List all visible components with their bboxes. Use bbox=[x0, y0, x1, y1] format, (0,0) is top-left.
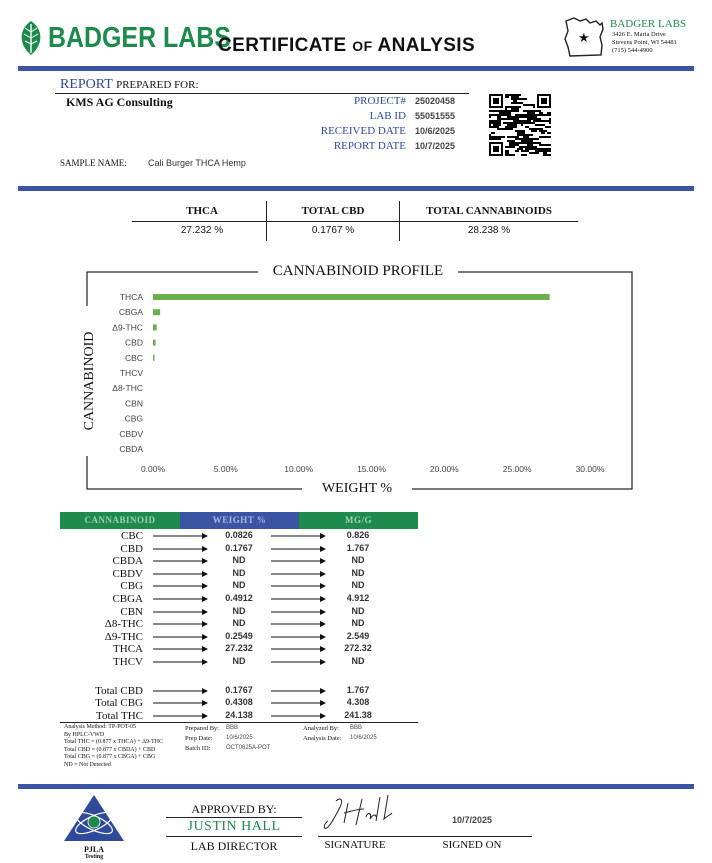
cannabinoid-name: Total CBG bbox=[95, 697, 143, 710]
arrow-icon bbox=[271, 582, 327, 590]
title-of: OF bbox=[352, 38, 373, 54]
cannabinoid-name: Total CBD bbox=[95, 684, 143, 697]
chart-category-label: THCV bbox=[119, 368, 143, 378]
arrow-icon bbox=[153, 545, 209, 553]
address-phone: (715) 544-4900 bbox=[612, 47, 653, 54]
weight-percent-value: ND bbox=[232, 555, 246, 566]
sample-name-value: Cali Burger THCA Hemp bbox=[148, 158, 246, 168]
weight-percent-value: ND bbox=[232, 605, 246, 616]
chart-category-label: CBN bbox=[125, 398, 143, 409]
document-title bbox=[218, 35, 475, 57]
weight-percent-value: 0.1767 bbox=[225, 684, 253, 695]
mg-per-g-value: 272.32 bbox=[344, 643, 372, 654]
chart-frame bbox=[87, 272, 632, 489]
chart-category-label: CBDV bbox=[119, 428, 143, 439]
arrow-icon bbox=[271, 532, 327, 540]
chart-x-tick-label: 20.00% bbox=[429, 464, 459, 474]
arrow-icon bbox=[153, 699, 209, 707]
report-date-label: REPORT DATE bbox=[333, 140, 406, 152]
weight-percent-value: 27.232 bbox=[225, 643, 253, 654]
cannabinoid-name: CBD bbox=[120, 542, 143, 555]
cannabinoid-name: THCV bbox=[113, 656, 143, 668]
mg-per-g-value: ND bbox=[351, 555, 365, 566]
mg-per-g-value: 2.549 bbox=[346, 630, 370, 641]
cannabinoid-name: CBDV bbox=[112, 567, 143, 580]
prep-date-label: Prep Date: bbox=[185, 735, 213, 742]
arrow-icon bbox=[271, 658, 327, 666]
analysis-date-label: Analysis Date: bbox=[303, 735, 342, 742]
chart-bar bbox=[153, 294, 550, 300]
method-line: Analysis Method: TP-POT-05 bbox=[64, 724, 137, 730]
weight-percent-value: 0.0826 bbox=[225, 530, 253, 540]
chart-category-label: Δ8-THC bbox=[112, 383, 143, 394]
approver-role: LAB DIRECTOR bbox=[190, 839, 278, 853]
lab-id-value: 55051555 bbox=[415, 111, 456, 121]
summary-total-cannabinoids-header: TOTAL CANNABINOIDS bbox=[426, 205, 552, 217]
mg-per-g-value: ND bbox=[351, 605, 365, 616]
arrow-icon bbox=[153, 582, 209, 590]
table-header-weight-label: WEIGHT % bbox=[212, 515, 267, 525]
method-line: ND = Not Detected bbox=[64, 761, 111, 768]
client-name: KMS AG Consulting bbox=[66, 95, 173, 109]
arrow-icon bbox=[271, 608, 327, 616]
method-notes bbox=[64, 724, 184, 769]
chart-bar bbox=[153, 324, 157, 330]
method-line: Total THC = (0.877 x THCA) + Δ9-THC bbox=[64, 739, 163, 745]
summary-thca-value: 27.232 % bbox=[180, 225, 224, 236]
analyzed-by-value: BBB bbox=[350, 725, 363, 731]
prepared-by-label: Prepared By: bbox=[185, 725, 220, 732]
cannabinoid-name: CBDA bbox=[112, 555, 143, 568]
chart-x-tick-label: 5.00% bbox=[213, 464, 238, 474]
cannabinoid-name: CBC bbox=[120, 530, 143, 542]
mg-per-g-value: 4.308 bbox=[346, 697, 370, 708]
batch-id-value: OCT0625A-POT bbox=[226, 745, 271, 751]
summary-total-cbd-header: TOTAL CBD bbox=[301, 205, 365, 217]
mg-per-g-value: 241.38 bbox=[344, 709, 372, 720]
chart-category-label: CBDA bbox=[119, 444, 143, 454]
signature-label: SIGNATURE bbox=[324, 839, 386, 851]
prepared-by-value: BBB bbox=[226, 725, 239, 731]
approver-rule-top bbox=[166, 817, 302, 818]
cannabinoid-name: THCA bbox=[113, 643, 143, 656]
chart-category-label: Δ9-THC bbox=[112, 322, 143, 333]
cannabinoid-name: CBGA bbox=[112, 593, 143, 605]
arrow-icon bbox=[271, 595, 327, 603]
mg-per-g-value: ND bbox=[351, 567, 365, 578]
weight-percent-value: 0.4912 bbox=[225, 593, 253, 603]
weight-percent-value: 0.4308 bbox=[225, 697, 253, 708]
arrow-icon bbox=[271, 557, 327, 565]
cannabinoid-name: Δ8-THC bbox=[104, 618, 143, 631]
chart-bar bbox=[153, 355, 155, 361]
cannabinoid-name: Total THC bbox=[96, 709, 143, 722]
pjla-accreditation-logo bbox=[62, 793, 126, 848]
weight-percent-value: ND bbox=[232, 580, 246, 591]
mg-per-g-value: 0.826 bbox=[346, 530, 370, 540]
chart-bar bbox=[153, 340, 156, 346]
report-divider bbox=[18, 186, 694, 191]
chart-x-tick-label: 0.00% bbox=[140, 464, 166, 474]
header-divider bbox=[18, 66, 694, 71]
chart-x-tick-label: 25.00% bbox=[502, 464, 532, 474]
chart-category-label: CBG bbox=[124, 413, 143, 424]
arrow-icon bbox=[153, 687, 209, 695]
arrow-icon bbox=[153, 620, 209, 628]
brand-name: BADGER LABS bbox=[48, 22, 231, 54]
weight-percent-value: 24.138 bbox=[225, 709, 253, 720]
chart-category-label: CBD bbox=[125, 337, 143, 348]
method-line: Total CBD = (0.877 x CBDA) + CBD bbox=[64, 746, 156, 753]
weight-percent-value: ND bbox=[232, 618, 246, 629]
table-bottom-rule bbox=[60, 722, 418, 723]
report-date-value: 10/7/2025 bbox=[415, 141, 456, 151]
mg-per-g-value: ND bbox=[351, 656, 365, 666]
arrow-icon bbox=[153, 633, 209, 641]
pjla-subtext: Testing bbox=[84, 854, 104, 860]
table-header-cannabinoid-label: CANNABINOID bbox=[84, 515, 156, 525]
qr-code-icon[interactable] bbox=[489, 94, 551, 161]
method-line: Total CBG = (0.877 x CBGA) + CBG bbox=[64, 754, 156, 760]
chart-y-label: CANNABINOID bbox=[82, 306, 98, 456]
footer-divider bbox=[18, 784, 694, 789]
chart-category-label: CBGA bbox=[118, 307, 143, 318]
prep-date-value: 10/6/2025 bbox=[226, 735, 253, 741]
arrow-icon bbox=[271, 620, 327, 628]
arrow-icon bbox=[271, 633, 327, 641]
chart-x-label: WEIGHT % bbox=[302, 481, 412, 497]
cannabinoid-name: CBG bbox=[120, 580, 143, 593]
received-date-value: 10/6/2025 bbox=[415, 126, 456, 136]
mg-per-g-value: 1.767 bbox=[346, 542, 370, 553]
mg-per-g-value: ND bbox=[351, 618, 365, 629]
chart-title: CANNABINOID PROFILE bbox=[258, 263, 458, 280]
title-part1: CERTIFICATE bbox=[218, 35, 347, 56]
title-part2: ANALYSIS bbox=[377, 35, 476, 56]
sample-name-label: SAMPLE NAME: bbox=[60, 158, 127, 168]
chart-x-tick-label: 15.00% bbox=[357, 464, 386, 474]
chart-x-tick-label: 10.00% bbox=[284, 464, 314, 474]
arrow-icon bbox=[153, 658, 209, 666]
arrow-icon bbox=[271, 545, 327, 553]
lab-id-label: LAB ID bbox=[369, 110, 406, 122]
signature-rule bbox=[318, 836, 532, 837]
project-value: 25020458 bbox=[415, 96, 456, 106]
arrow-icon bbox=[271, 570, 327, 578]
address-line1: 3426 E. Maria Drive bbox=[612, 31, 666, 38]
project-label: PROJECT# bbox=[354, 95, 406, 107]
arrow-icon bbox=[271, 687, 327, 695]
signed-date: 10/7/2025 bbox=[451, 815, 493, 825]
analyzed-by-label: Analyzed By: bbox=[303, 725, 339, 732]
method-line: By HPLC-VWD bbox=[64, 731, 105, 738]
approved-by-label: APPROVED BY: bbox=[191, 802, 277, 816]
arrow-icon bbox=[153, 608, 209, 616]
arrow-icon bbox=[271, 645, 327, 653]
summary-thca-header: THCA bbox=[186, 205, 218, 217]
arrow-icon bbox=[153, 557, 209, 565]
weight-percent-value: 0.1767 bbox=[225, 542, 253, 553]
address-line2: Stevens Point, WI 54481 bbox=[612, 39, 677, 46]
arrow-icon bbox=[153, 595, 209, 603]
address-name: BADGER LABS bbox=[610, 18, 687, 30]
arrow-icon bbox=[153, 532, 209, 540]
mg-per-g-value: 4.912 bbox=[346, 593, 370, 603]
arrow-icon bbox=[153, 645, 209, 653]
approver-rule-bottom bbox=[166, 836, 302, 837]
chart-category-label: THCA bbox=[119, 292, 143, 302]
summary-total-cbd-value: 0.1767 % bbox=[311, 225, 355, 236]
pjla-text: PJLA bbox=[84, 845, 104, 854]
arrow-icon bbox=[153, 570, 209, 578]
wisconsin-map-icon bbox=[562, 15, 608, 64]
chart-x-tick-label: 30.00% bbox=[575, 464, 605, 474]
cannabinoid-name: CBN bbox=[120, 605, 143, 618]
mg-per-g-value: 1.767 bbox=[346, 684, 370, 695]
batch-id-label: Batch ID: bbox=[185, 745, 211, 752]
analysis-date-value: 10/6/2025 bbox=[350, 735, 377, 741]
weight-percent-value: 0.2549 bbox=[225, 630, 253, 641]
summary-divider bbox=[132, 221, 578, 222]
brand-logo bbox=[16, 20, 46, 61]
weight-percent-value: ND bbox=[232, 656, 246, 666]
chart-bar bbox=[153, 309, 160, 315]
cannabinoid-name: Δ9-THC bbox=[104, 630, 143, 643]
summary-total-cannabinoids-value: 28.238 % bbox=[467, 225, 511, 236]
report-word: REPORT bbox=[60, 77, 113, 92]
arrow-icon bbox=[153, 712, 209, 720]
received-date-label: RECEIVED DATE bbox=[320, 125, 406, 137]
mg-per-g-value: ND bbox=[351, 580, 365, 591]
svg-text:★: ★ bbox=[578, 31, 590, 46]
prepared-for-label: PREPARED FOR: bbox=[116, 79, 199, 91]
arrow-icon bbox=[271, 712, 327, 720]
weight-percent-value: ND bbox=[232, 567, 246, 578]
report-underline bbox=[55, 93, 469, 94]
signed-on-label: SIGNED ON bbox=[442, 839, 502, 851]
arrow-icon bbox=[271, 699, 327, 707]
approver-name: JUSTIN HALL bbox=[187, 819, 281, 834]
leaf-icon bbox=[16, 20, 46, 56]
table-header-mgg-label: MG/G bbox=[345, 515, 372, 525]
signature-image bbox=[318, 793, 408, 840]
chart-category-label: CBC bbox=[125, 352, 143, 363]
report-heading bbox=[60, 77, 199, 93]
